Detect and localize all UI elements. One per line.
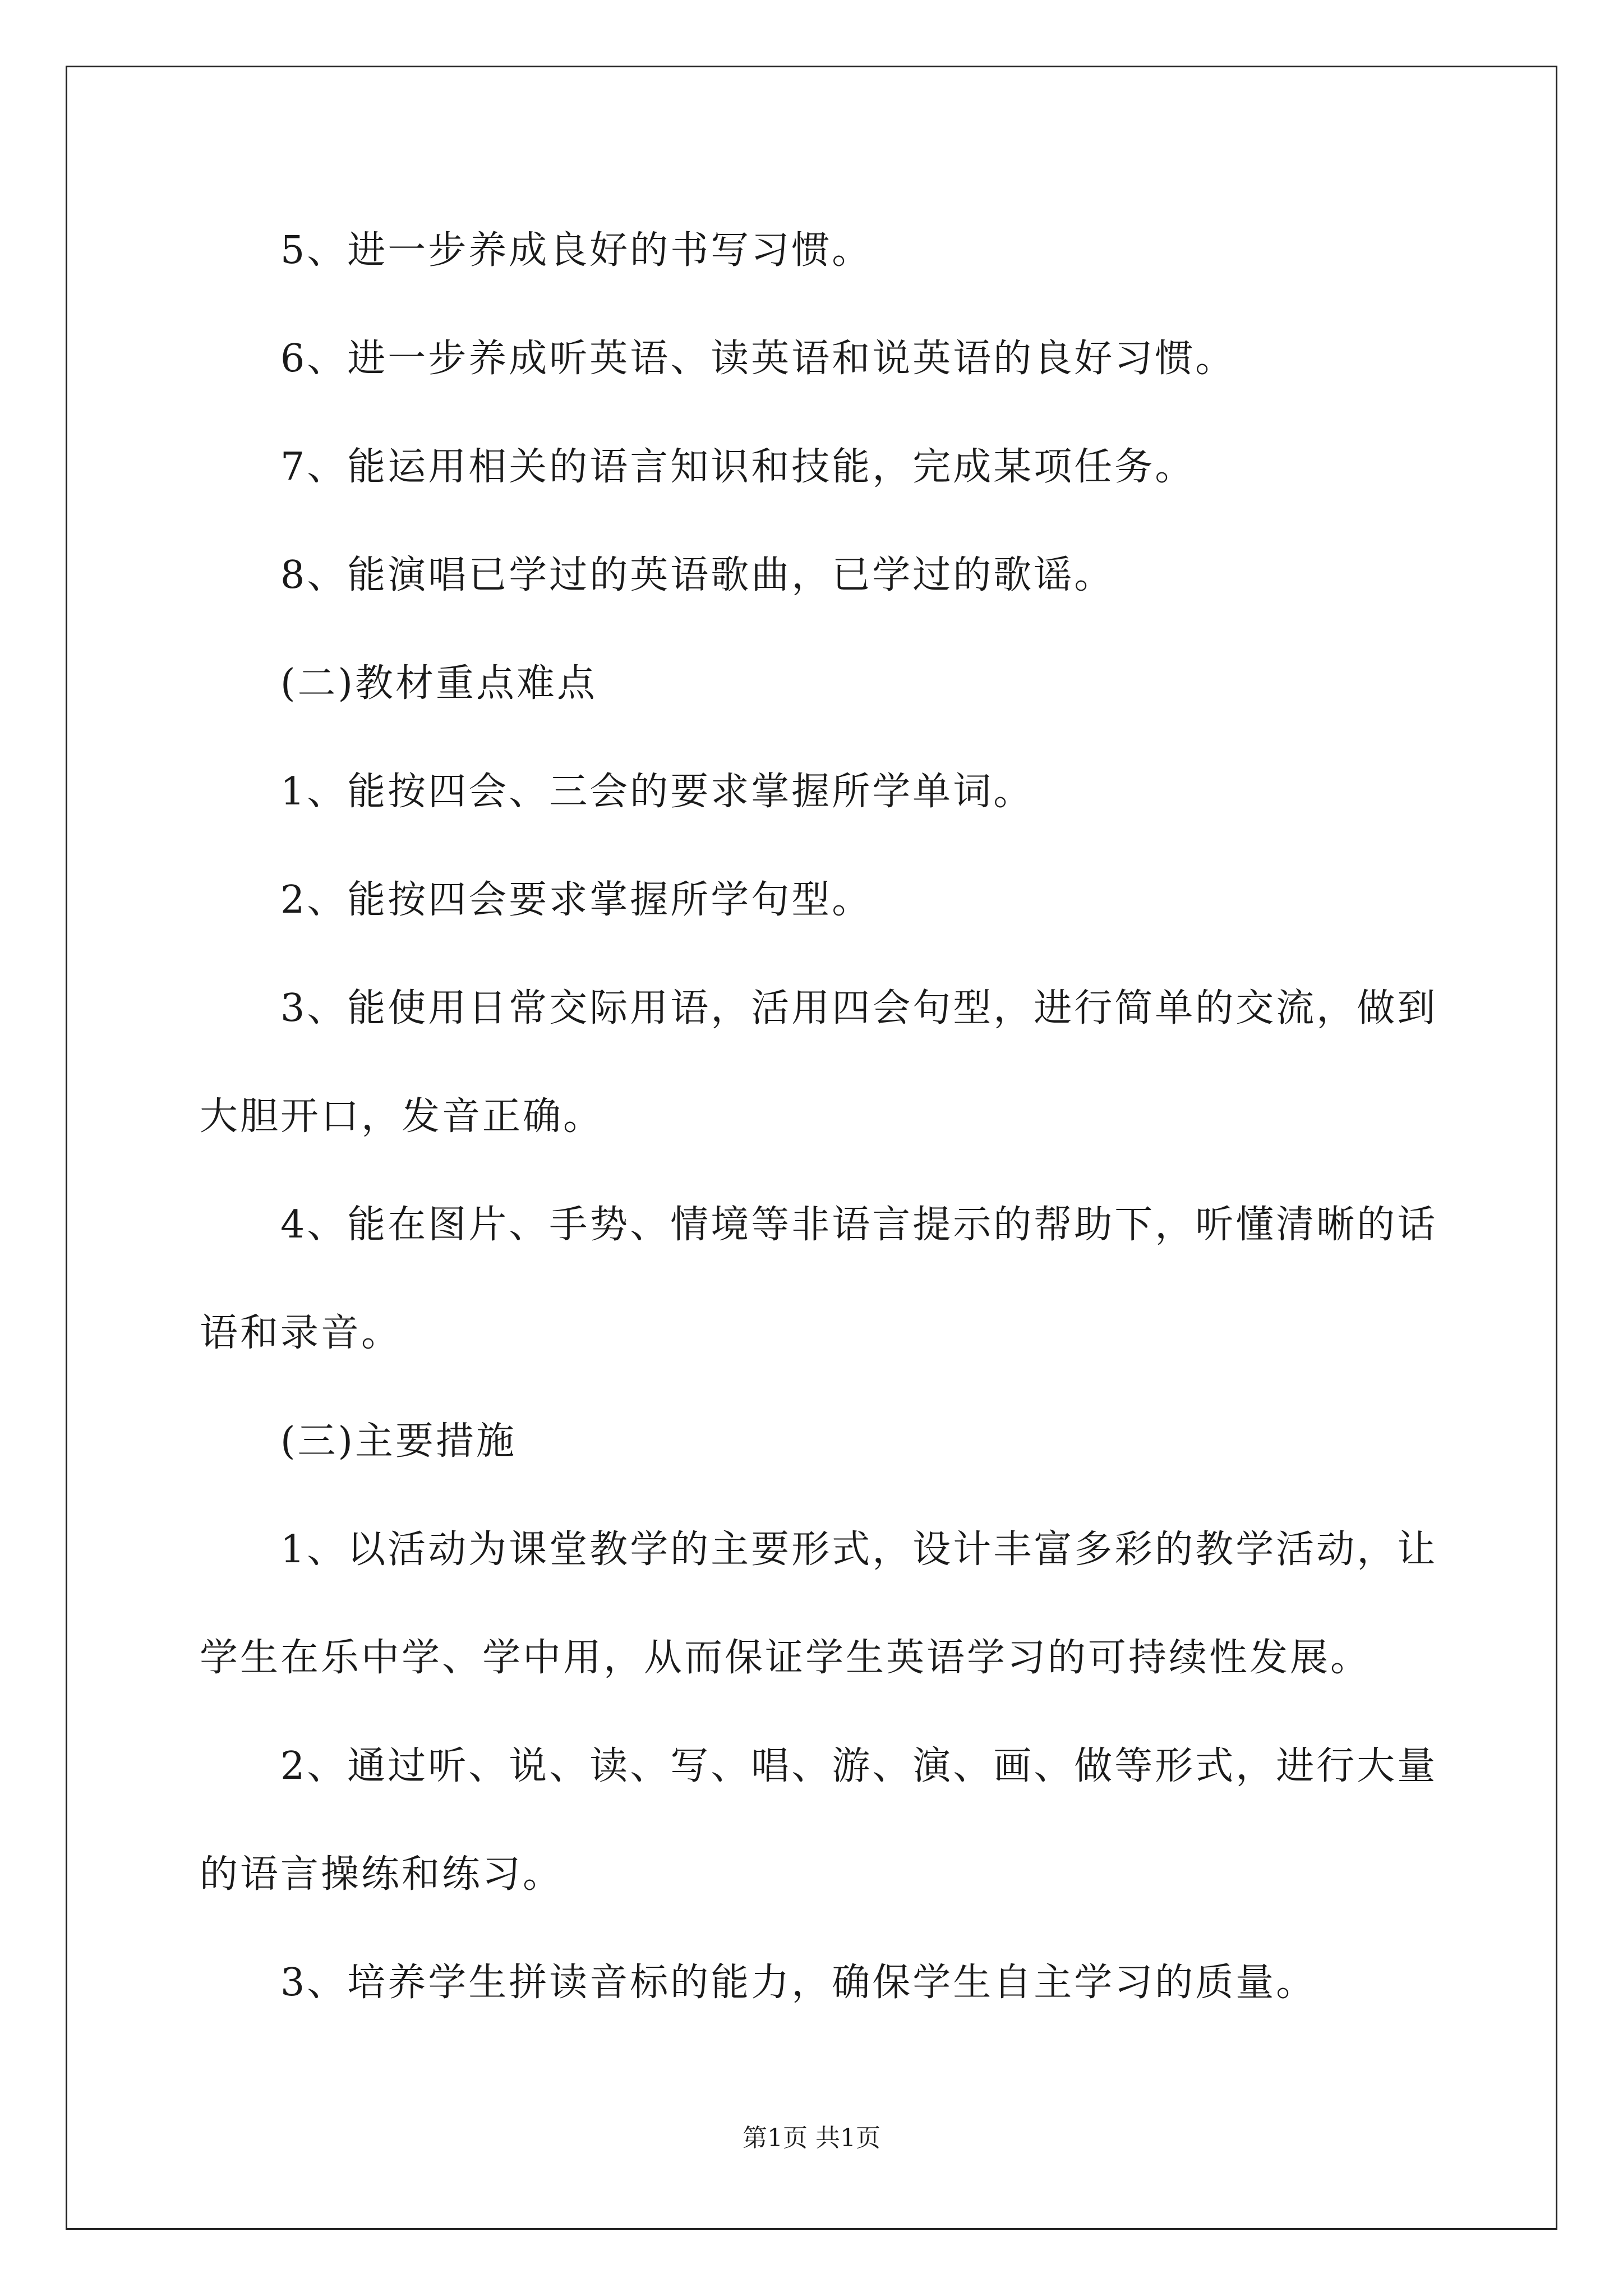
- paragraph-line-measure-2: 2、通过听、说、读、写、唱、游、演、画、做等形式，进行大量: [280, 1744, 1438, 1788]
- section-heading-key-points: (二)教材重点难点: [280, 661, 598, 706]
- paragraph-line-point-3: 3、能使用日常交际用语，活用四会句型，进行简单的交流，做到: [280, 986, 1438, 1030]
- page-number-footer: 第1页 共1页: [743, 2124, 880, 2152]
- paragraph-line-point-1: 1、能按四会、三会的要求掌握所学单词。: [280, 770, 1034, 814]
- paragraph-line-measure-1-cont: 学生在乐中学、学中用，从而保证学生英语学习的可持续性发展。: [200, 1636, 1371, 1680]
- paragraph-line-point-4: 4、能在图片、手势、情境等非语言提示的帮助下，听懂清晰的话: [280, 1203, 1438, 1247]
- paragraph-line-measure-1: 1、以活动为课堂教学的主要形式，设计丰富多彩的教学活动，让: [280, 1527, 1438, 1572]
- paragraph-line-measure-3: 3、培养学生拼读音标的能力，确保学生自主学习的质量。: [280, 1961, 1317, 2005]
- paragraph-line-measure-2-cont: 的语言操练和练习。: [200, 1852, 564, 1897]
- paragraph-line-point-3-cont: 大胆开口，发音正确。: [200, 1094, 604, 1139]
- paragraph-line-item-7: 7、能运用相关的语言知识和技能，完成某项任务。: [280, 445, 1196, 489]
- paragraph-line-item-5: 5、进一步养成良好的书写习惯。: [280, 228, 873, 273]
- paragraph-line-item-6: 6、进一步养成听英语、读英语和说英语的良好习惯。: [280, 337, 1236, 381]
- page-border: [66, 66, 1557, 2230]
- paragraph-line-point-4-cont: 语和录音。: [200, 1311, 402, 1355]
- paragraph-line-item-8: 8、能演唱已学过的英语歌曲，已学过的歌谣。: [280, 553, 1115, 597]
- paragraph-line-point-2: 2、能按四会要求掌握所学句型。: [280, 878, 873, 922]
- section-heading-measures: (三)主要措施: [280, 1419, 517, 1464]
